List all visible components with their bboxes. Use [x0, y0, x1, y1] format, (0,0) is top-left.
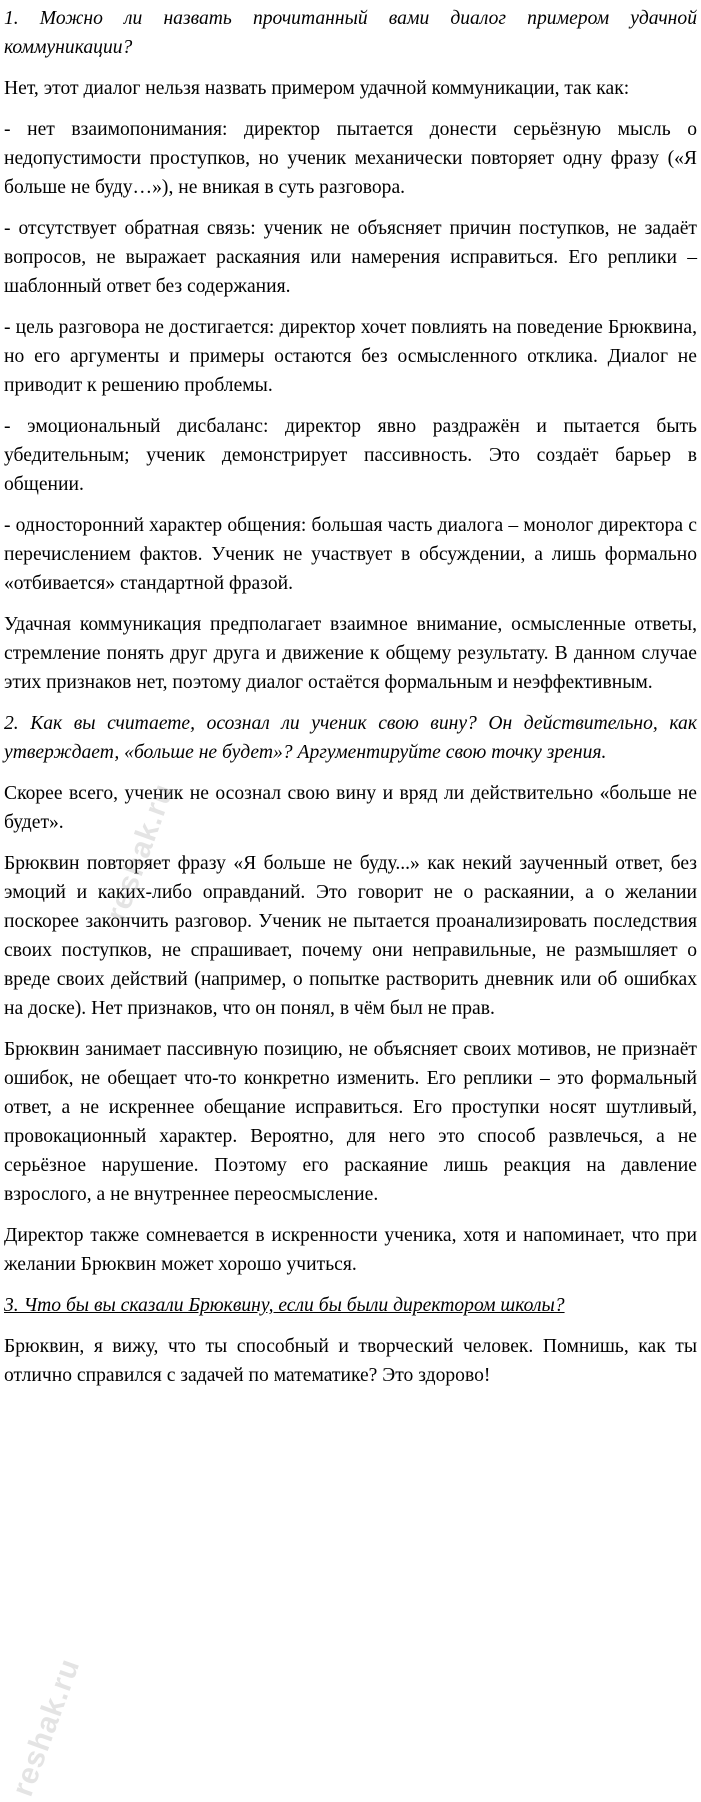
watermark-logo: reshak.ru	[6, 1653, 87, 1801]
answer-1-conclusion: Удачная коммуникация предполагает взаимное внимание, осмысленные ответы, стремление понять друг друга и движение к общему результату. В данном случае этих признаков нет, поэтому диалог остаётся формальным и неэффективным.	[4, 614, 697, 693]
question-2: 2. Как вы считаете, осознал ли ученик свою вину? Он действительно, как утверждает, «больше не будет»? Аргументируйте свою точку зрения.	[4, 713, 697, 763]
answer-1-point-goal: - цель разговора не достигается: директор хочет повлиять на поведение Брюквина, но его аргументы и примеры остаются без осмысленного отклика. Диалог не приводит к решению проблемы.	[4, 317, 697, 396]
answer-2-summary: Скорее всего, ученик не осознал свою вину и вряд ли действительно «больше не будет».	[4, 783, 697, 833]
answer-1-point-feedback: - отсутствует обратная связь: ученик не объясняет причин поступков, не задаёт вопросов, не выражает раскаяния или намерения исправиться. Его реплики – шаблонный ответ без содержания.	[4, 218, 697, 297]
answer-1-point-emotional-imbalance: - эмоциональный дисбаланс: директор явно раздражён и пытается быть убедительным; ученик демонстрирует пассивность. Это создаёт барьер в общении.	[4, 416, 697, 495]
answer-2-paragraph-3: Директор также сомневается в искренности ученика, хотя и напоминает, что при желании Брюквин может хорошо учиться.	[4, 1225, 697, 1275]
answer-3-paragraph-1: Брюквин, я вижу, что ты способный и творческий человек. Помнишь, как ты отлично справился с задачей по математике? Это здорово!	[4, 1336, 697, 1386]
answer-2-paragraph-2: Брюквин занимает пассивную позицию, не объясняет своих мотивов, не признаёт ошибок, не обещает что-то конкретно изменить. Его реплики – это формальный ответ, а не искреннее обещание исправиться. Его проступки носят шутливый, провокационный характер. Вероятно, для него это способ развлечься, а не серьёзное нарушение. Поэтому его раскаяние лишь реакция на давление взрослого, а не внутреннее переосмысление.	[4, 1039, 697, 1205]
answer-1-point-one-sided: - односторонний характер общения: большая часть диалога – монолог директора с перечислением фактов. Ученик не участвует в обсуждении, а лишь формально «отбивается» стандартной фразой.	[4, 515, 697, 594]
watermark-logo: reshak.ru	[100, 778, 181, 926]
answer-1-point-mutual-understanding: - нет взаимопонимания: директор пытается донести серьёзную мысль о недопустимости проступков, но ученик механически повторяет одну фразу («Я больше не буду…»), не вникая в суть разговора.	[4, 119, 697, 198]
question-1: 1. Можно ли назвать прочитанный вами диалог примером удачной коммуникации?	[4, 8, 697, 58]
answer-2-paragraph-1: Брюквин повторяет фразу «Я больше не буду...» как некий заученный ответ, без эмоций и каких-либо оправданий. Это говорит не о раскаянии, а о желании поскорее закончить разговор. Ученик не пытается проанализировать последствия своих поступков, не спрашивает, почему они неправильные, не размышляет о вреде своих действий (например, о попытке растворить дневник или об ошибках на доске). Нет признаков, что он понял, в чём был не прав.	[4, 853, 697, 1019]
answer-1-intro: Нет, этот диалог нельзя назвать примером удачной коммуникации, так как:	[4, 78, 630, 99]
question-3: 3. Что бы вы сказали Брюквину, если бы были директором школы?	[4, 1295, 565, 1316]
